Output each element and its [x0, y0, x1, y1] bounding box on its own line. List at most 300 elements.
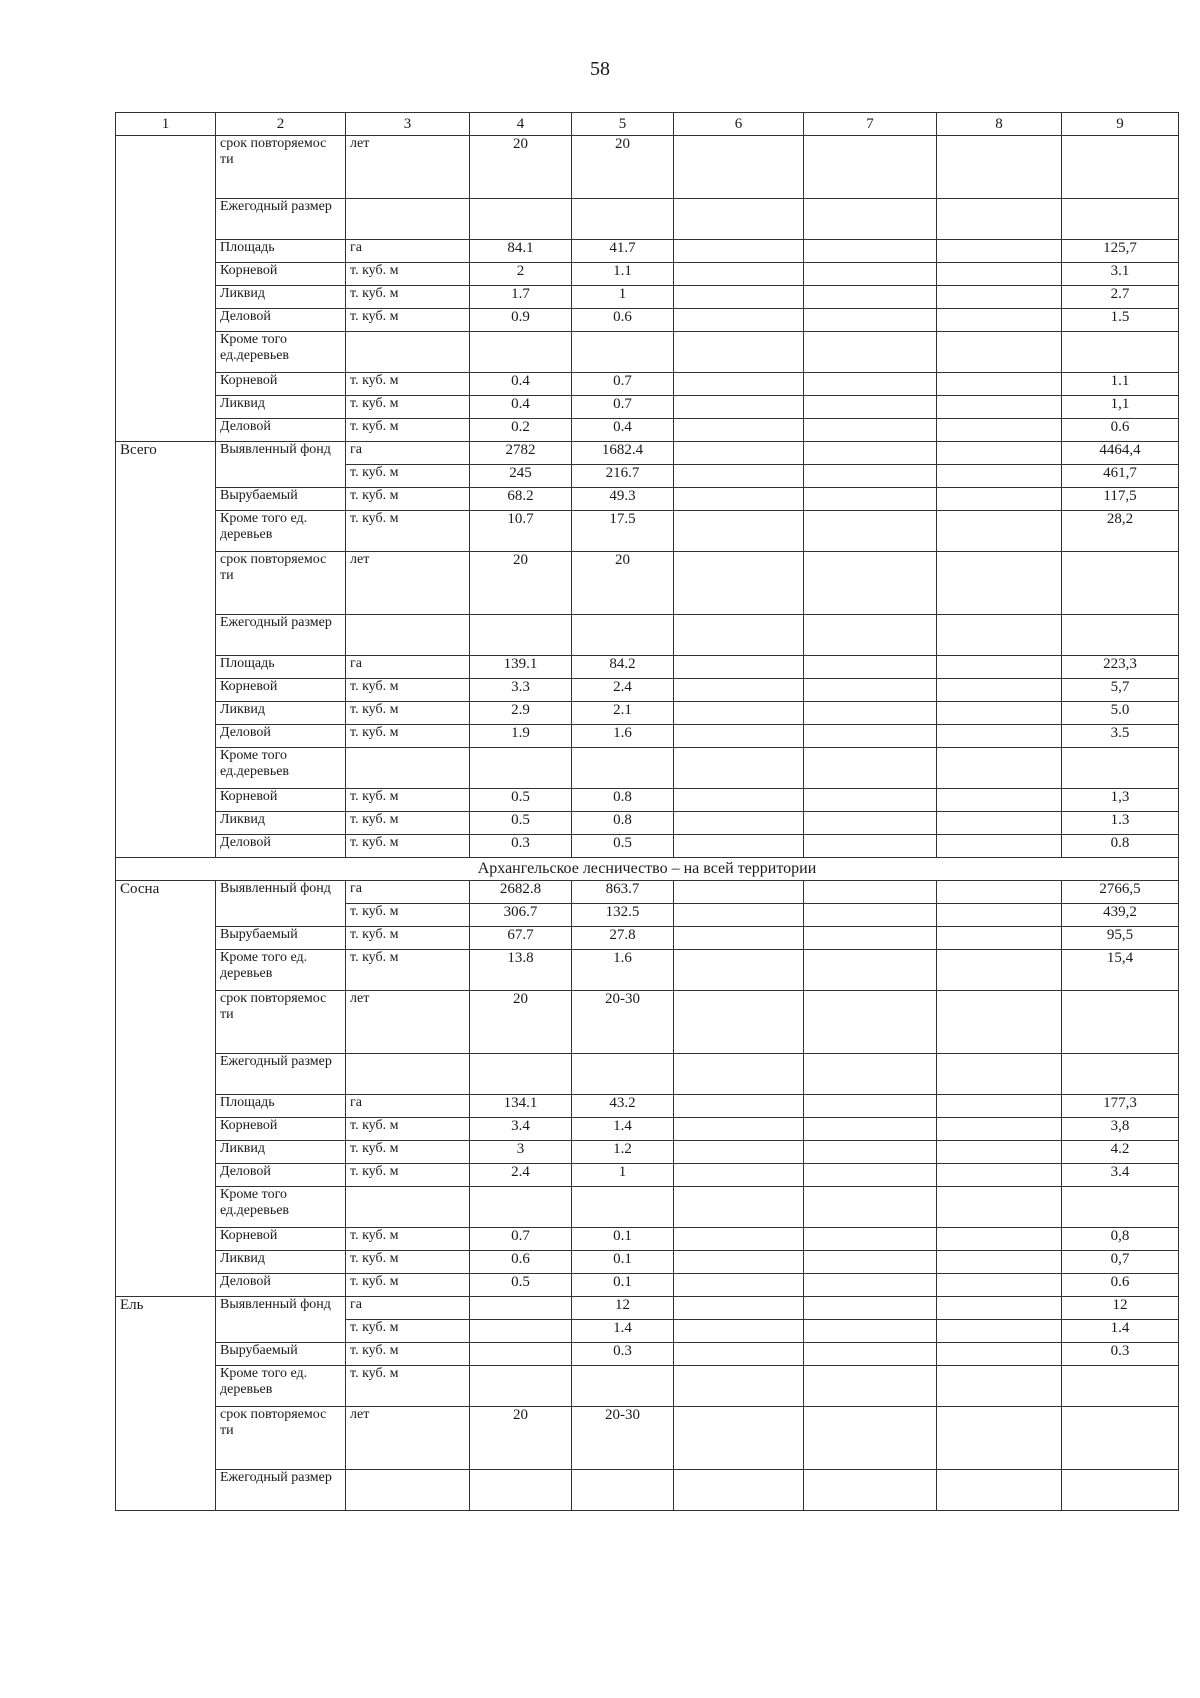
- value-cell-c4: 2782: [470, 442, 572, 465]
- value-cell-c6: [674, 1164, 804, 1187]
- value-cell-c9: 12: [1062, 1297, 1179, 1320]
- value-cell-c7: [804, 725, 937, 748]
- value-cell-c6: [674, 240, 804, 263]
- value-cell-c8: [937, 465, 1062, 488]
- value-cell-c6: [674, 1187, 804, 1228]
- value-cell-c4: 3: [470, 1141, 572, 1164]
- unit-cell: га: [346, 1095, 470, 1118]
- value-cell-c8: [937, 136, 1062, 199]
- value-cell-c7: [804, 511, 937, 552]
- value-cell-c8: [937, 1187, 1062, 1228]
- value-cell-c6: [674, 552, 804, 615]
- column-header: 9: [1062, 113, 1179, 136]
- table-row: [116, 927, 1179, 950]
- indicator-label-cell: Площадь: [216, 240, 346, 263]
- value-cell-c9: 95,5: [1062, 927, 1179, 950]
- table-row: [116, 373, 1179, 396]
- value-cell-c6: [674, 725, 804, 748]
- indicator-label-cell: Ликвид: [216, 1251, 346, 1274]
- value-cell-c4: 10.7: [470, 511, 572, 552]
- value-cell-c8: [937, 1366, 1062, 1407]
- value-cell-c4: 2: [470, 263, 572, 286]
- indicator-label-cell: Ликвид: [216, 1141, 346, 1164]
- indicator-label-cell: Кроме того ед. деревьев: [216, 1366, 346, 1407]
- value-cell-c5: 20-30: [572, 991, 674, 1054]
- value-cell-c4: 0.3: [470, 835, 572, 858]
- value-cell-c9: 3,8: [1062, 1118, 1179, 1141]
- value-cell-c9: 0,8: [1062, 1228, 1179, 1251]
- value-cell-c5: 20-30: [572, 1407, 674, 1470]
- unit-cell: [346, 1054, 470, 1095]
- value-cell-c7: [804, 1470, 937, 1511]
- indicator-label-cell: Деловой: [216, 419, 346, 442]
- table-row: [116, 1343, 1179, 1366]
- value-cell-c5: [572, 199, 674, 240]
- table-row: [116, 1470, 1179, 1511]
- value-cell-c8: [937, 881, 1062, 904]
- value-cell-c7: [804, 927, 937, 950]
- value-cell-c6: [674, 1095, 804, 1118]
- value-cell-c7: [804, 199, 937, 240]
- value-cell-c4: 20: [470, 1407, 572, 1470]
- indicator-label-cell: Ежегодный размер: [216, 1470, 346, 1511]
- indicator-label-cell: срок повторяемос ти: [216, 991, 346, 1054]
- value-cell-c5: 0.3: [572, 1343, 674, 1366]
- value-cell-c5: 0.1: [572, 1228, 674, 1251]
- value-cell-c9: 1,3: [1062, 789, 1179, 812]
- species-group-cell: Всего: [116, 442, 216, 858]
- value-cell-c9: 117,5: [1062, 488, 1179, 511]
- value-cell-c8: [937, 488, 1062, 511]
- value-cell-c7: [804, 465, 937, 488]
- value-cell-c7: [804, 615, 937, 656]
- indicator-label-cell: срок повторяемос ти: [216, 552, 346, 615]
- table-row: [116, 991, 1179, 1054]
- value-cell-c5: 1.4: [572, 1320, 674, 1343]
- value-cell-c8: [937, 1054, 1062, 1095]
- value-cell-c9: 3.4: [1062, 1164, 1179, 1187]
- value-cell-c9: 28,2: [1062, 511, 1179, 552]
- value-cell-c4: [470, 748, 572, 789]
- unit-cell: т. куб. м: [346, 927, 470, 950]
- value-cell-c5: 27.8: [572, 927, 674, 950]
- value-cell-c8: [937, 725, 1062, 748]
- table-row: [116, 881, 1179, 904]
- value-cell-c7: [804, 263, 937, 286]
- indicator-label-cell: Кроме того ед.деревьев: [216, 332, 346, 373]
- section-title: Архангельское лесничество – на всей территории: [116, 858, 1179, 881]
- indicator-label-cell: Выявленный фонд: [216, 442, 346, 488]
- value-cell-c4: 0.6: [470, 1251, 572, 1274]
- value-cell-c6: [674, 199, 804, 240]
- value-cell-c6: [674, 702, 804, 725]
- value-cell-c9: [1062, 332, 1179, 373]
- value-cell-c4: [470, 332, 572, 373]
- unit-cell: т. куб. м: [346, 488, 470, 511]
- value-cell-c4: 0.2: [470, 419, 572, 442]
- value-cell-c8: [937, 1470, 1062, 1511]
- value-cell-c4: 0.5: [470, 812, 572, 835]
- value-cell-c8: [937, 552, 1062, 615]
- value-cell-c9: 461,7: [1062, 465, 1179, 488]
- table-row: [116, 332, 1179, 373]
- value-cell-c7: [804, 812, 937, 835]
- value-cell-c5: 0.7: [572, 373, 674, 396]
- value-cell-c9: 2.7: [1062, 286, 1179, 309]
- value-cell-c8: [937, 904, 1062, 927]
- value-cell-c5: 0.7: [572, 396, 674, 419]
- value-cell-c6: [674, 1407, 804, 1470]
- species-group-cell: [116, 136, 216, 442]
- value-cell-c8: [937, 1164, 1062, 1187]
- value-cell-c7: [804, 332, 937, 373]
- table-row: [116, 1228, 1179, 1251]
- value-cell-c5: 0.5: [572, 835, 674, 858]
- value-cell-c8: [937, 1141, 1062, 1164]
- value-cell-c5: 84.2: [572, 656, 674, 679]
- value-cell-c5: 1.6: [572, 725, 674, 748]
- value-cell-c4: 139.1: [470, 656, 572, 679]
- column-header: 4: [470, 113, 572, 136]
- value-cell-c8: [937, 927, 1062, 950]
- value-cell-c7: [804, 1366, 937, 1407]
- species-group-cell: Сосна: [116, 881, 216, 1297]
- value-cell-c7: [804, 373, 937, 396]
- value-cell-c9: 1,1: [1062, 396, 1179, 419]
- indicator-label-cell: Корневой: [216, 263, 346, 286]
- value-cell-c7: [804, 950, 937, 991]
- indicator-label-cell: Выявленный фонд: [216, 1297, 346, 1343]
- value-cell-c7: [804, 748, 937, 789]
- value-cell-c5: [572, 332, 674, 373]
- table-row: [116, 679, 1179, 702]
- value-cell-c4: 134.1: [470, 1095, 572, 1118]
- column-header: 7: [804, 113, 937, 136]
- unit-cell: [346, 748, 470, 789]
- indicator-label-cell: Ежегодный размер: [216, 199, 346, 240]
- value-cell-c8: [937, 1407, 1062, 1470]
- table-row: [116, 1297, 1179, 1320]
- value-cell-c6: [674, 656, 804, 679]
- value-cell-c8: [937, 1095, 1062, 1118]
- unit-cell: лет: [346, 552, 470, 615]
- value-cell-c9: 0.8: [1062, 835, 1179, 858]
- value-cell-c6: [674, 1118, 804, 1141]
- value-cell-c9: 3.1: [1062, 263, 1179, 286]
- unit-cell: т. куб. м: [346, 1343, 470, 1366]
- table-row: [116, 656, 1179, 679]
- value-cell-c6: [674, 950, 804, 991]
- unit-cell: т. куб. м: [346, 950, 470, 991]
- value-cell-c4: 3.4: [470, 1118, 572, 1141]
- value-cell-c7: [804, 904, 937, 927]
- value-cell-c7: [804, 1320, 937, 1343]
- value-cell-c4: 20: [470, 552, 572, 615]
- value-cell-c7: [804, 1343, 937, 1366]
- value-cell-c8: [937, 240, 1062, 263]
- value-cell-c7: [804, 881, 937, 904]
- value-cell-c7: [804, 1274, 937, 1297]
- unit-cell: т. куб. м: [346, 419, 470, 442]
- unit-cell: [346, 199, 470, 240]
- value-cell-c5: 0.1: [572, 1251, 674, 1274]
- unit-cell: т. куб. м: [346, 702, 470, 725]
- value-cell-c7: [804, 1297, 937, 1320]
- value-cell-c9: 439,2: [1062, 904, 1179, 927]
- unit-cell: лет: [346, 1407, 470, 1470]
- value-cell-c4: 0.5: [470, 789, 572, 812]
- value-cell-c5: 863.7: [572, 881, 674, 904]
- indicator-label-cell: Ликвид: [216, 286, 346, 309]
- table-row: [116, 835, 1179, 858]
- table-row: [116, 1054, 1179, 1095]
- value-cell-c7: [804, 835, 937, 858]
- value-cell-c5: [572, 1054, 674, 1095]
- value-cell-c9: 1.1: [1062, 373, 1179, 396]
- unit-cell: т. куб. м: [346, 904, 470, 927]
- table-row: [116, 136, 1179, 199]
- table-row: [116, 552, 1179, 615]
- table-row: [116, 511, 1179, 552]
- indicator-label-cell: Корневой: [216, 789, 346, 812]
- value-cell-c5: 41.7: [572, 240, 674, 263]
- indicator-label-cell: Деловой: [216, 1274, 346, 1297]
- value-cell-c6: [674, 904, 804, 927]
- table-row: [116, 1164, 1179, 1187]
- value-cell-c4: 0.4: [470, 396, 572, 419]
- value-cell-c5: 1.2: [572, 1141, 674, 1164]
- indicator-label-cell: Ликвид: [216, 812, 346, 835]
- value-cell-c7: [804, 1054, 937, 1095]
- value-cell-c9: 0.3: [1062, 1343, 1179, 1366]
- value-cell-c4: 67.7: [470, 927, 572, 950]
- value-cell-c8: [937, 1118, 1062, 1141]
- value-cell-c8: [937, 656, 1062, 679]
- value-cell-c8: [937, 396, 1062, 419]
- table-body: [116, 136, 1179, 1511]
- unit-cell: [346, 332, 470, 373]
- indicator-label-cell: Корневой: [216, 679, 346, 702]
- value-cell-c8: [937, 373, 1062, 396]
- value-cell-c6: [674, 511, 804, 552]
- species-group-cell: Ель: [116, 1297, 216, 1511]
- value-cell-c5: 20: [572, 136, 674, 199]
- value-cell-c9: [1062, 991, 1179, 1054]
- indicator-label-cell: Вырубаемый: [216, 488, 346, 511]
- value-cell-c5: 0.8: [572, 789, 674, 812]
- column-number-header-row: [116, 113, 1179, 136]
- value-cell-c4: 245: [470, 465, 572, 488]
- value-cell-c7: [804, 419, 937, 442]
- value-cell-c8: [937, 199, 1062, 240]
- unit-cell: т. куб. м: [346, 835, 470, 858]
- value-cell-c9: 1.5: [1062, 309, 1179, 332]
- table-row: [116, 1141, 1179, 1164]
- value-cell-c9: [1062, 1187, 1179, 1228]
- indicator-label-cell: Кроме того ед. деревьев: [216, 950, 346, 991]
- unit-cell: т. куб. м: [346, 1274, 470, 1297]
- indicator-label-cell: Корневой: [216, 1118, 346, 1141]
- value-cell-c4: 2.9: [470, 702, 572, 725]
- value-cell-c7: [804, 442, 937, 465]
- value-cell-c6: [674, 1228, 804, 1251]
- unit-cell: т. куб. м: [346, 1141, 470, 1164]
- value-cell-c8: [937, 991, 1062, 1054]
- unit-cell: т. куб. м: [346, 309, 470, 332]
- unit-cell: т. куб. м: [346, 373, 470, 396]
- value-cell-c4: 84.1: [470, 240, 572, 263]
- value-cell-c6: [674, 396, 804, 419]
- unit-cell: [346, 1187, 470, 1228]
- value-cell-c4: 1.7: [470, 286, 572, 309]
- value-cell-c5: 1.6: [572, 950, 674, 991]
- value-cell-c9: 2766,5: [1062, 881, 1179, 904]
- value-cell-c9: 0.6: [1062, 419, 1179, 442]
- column-header: 8: [937, 113, 1062, 136]
- value-cell-c4: 0.4: [470, 373, 572, 396]
- value-cell-c9: 223,3: [1062, 656, 1179, 679]
- value-cell-c5: 1.1: [572, 263, 674, 286]
- value-cell-c9: [1062, 615, 1179, 656]
- unit-cell: лет: [346, 136, 470, 199]
- value-cell-c5: 1: [572, 286, 674, 309]
- value-cell-c5: 1: [572, 1164, 674, 1187]
- value-cell-c9: 177,3: [1062, 1095, 1179, 1118]
- value-cell-c6: [674, 465, 804, 488]
- value-cell-c7: [804, 136, 937, 199]
- value-cell-c6: [674, 309, 804, 332]
- value-cell-c4: [470, 615, 572, 656]
- indicator-label-cell: Ежегодный размер: [216, 1054, 346, 1095]
- unit-cell: т. куб. м: [346, 725, 470, 748]
- value-cell-c6: [674, 1343, 804, 1366]
- table-row: [116, 263, 1179, 286]
- table-row: [116, 1366, 1179, 1407]
- value-cell-c8: [937, 748, 1062, 789]
- unit-cell: т. куб. м: [346, 1251, 470, 1274]
- indicator-label-cell: Кроме того ед.деревьев: [216, 1187, 346, 1228]
- value-cell-c6: [674, 419, 804, 442]
- value-cell-c9: 125,7: [1062, 240, 1179, 263]
- unit-cell: т. куб. м: [346, 679, 470, 702]
- value-cell-c8: [937, 286, 1062, 309]
- value-cell-c6: [674, 263, 804, 286]
- unit-cell: т. куб. м: [346, 465, 470, 488]
- table-row: [116, 1118, 1179, 1141]
- column-header: 1: [116, 113, 216, 136]
- section-title-row: [116, 858, 1179, 881]
- table-row: [116, 725, 1179, 748]
- value-cell-c4: [470, 1054, 572, 1095]
- value-cell-c7: [804, 702, 937, 725]
- value-cell-c7: [804, 656, 937, 679]
- value-cell-c5: 17.5: [572, 511, 674, 552]
- indicator-label-cell: Ликвид: [216, 396, 346, 419]
- value-cell-c9: 5,7: [1062, 679, 1179, 702]
- value-cell-c6: [674, 881, 804, 904]
- value-cell-c6: [674, 991, 804, 1054]
- value-cell-c8: [937, 1274, 1062, 1297]
- indicator-label-cell: Ликвид: [216, 702, 346, 725]
- value-cell-c6: [674, 1274, 804, 1297]
- value-cell-c6: [674, 789, 804, 812]
- unit-cell: т. куб. м: [346, 396, 470, 419]
- unit-cell: га: [346, 656, 470, 679]
- value-cell-c6: [674, 373, 804, 396]
- value-cell-c7: [804, 552, 937, 615]
- value-cell-c9: [1062, 748, 1179, 789]
- value-cell-c5: [572, 615, 674, 656]
- value-cell-c7: [804, 1095, 937, 1118]
- value-cell-c4: [470, 1187, 572, 1228]
- indicator-label-cell: Корневой: [216, 373, 346, 396]
- value-cell-c5: 2.1: [572, 702, 674, 725]
- indicator-label-cell: Корневой: [216, 1228, 346, 1251]
- table-row: [116, 1095, 1179, 1118]
- value-cell-c7: [804, 1141, 937, 1164]
- value-cell-c4: 13.8: [470, 950, 572, 991]
- value-cell-c8: [937, 1297, 1062, 1320]
- table-row: [116, 789, 1179, 812]
- value-cell-c8: [937, 419, 1062, 442]
- value-cell-c4: 0.5: [470, 1274, 572, 1297]
- value-cell-c8: [937, 950, 1062, 991]
- value-cell-c9: [1062, 1366, 1179, 1407]
- value-cell-c9: [1062, 1407, 1179, 1470]
- value-cell-c6: [674, 332, 804, 373]
- value-cell-c9: 0.6: [1062, 1274, 1179, 1297]
- indicator-label-cell: Вырубаемый: [216, 927, 346, 950]
- indicator-label-cell: Площадь: [216, 656, 346, 679]
- table-row: [116, 615, 1179, 656]
- value-cell-c9: 4464,4: [1062, 442, 1179, 465]
- value-cell-c7: [804, 1251, 937, 1274]
- table-row: [116, 240, 1179, 263]
- unit-cell: т. куб. м: [346, 812, 470, 835]
- value-cell-c8: [937, 812, 1062, 835]
- value-cell-c4: [470, 1366, 572, 1407]
- value-cell-c9: 1.4: [1062, 1320, 1179, 1343]
- value-cell-c8: [937, 679, 1062, 702]
- value-cell-c7: [804, 679, 937, 702]
- unit-cell: т. куб. м: [346, 263, 470, 286]
- value-cell-c9: [1062, 1054, 1179, 1095]
- value-cell-c8: [937, 263, 1062, 286]
- value-cell-c4: [470, 1297, 572, 1320]
- value-cell-c6: [674, 1054, 804, 1095]
- value-cell-c7: [804, 991, 937, 1054]
- value-cell-c5: 216.7: [572, 465, 674, 488]
- value-cell-c4: 2.4: [470, 1164, 572, 1187]
- indicator-label-cell: Кроме того ед.деревьев: [216, 748, 346, 789]
- value-cell-c6: [674, 615, 804, 656]
- value-cell-c5: [572, 748, 674, 789]
- table-row: [116, 812, 1179, 835]
- column-header: 3: [346, 113, 470, 136]
- value-cell-c7: [804, 1187, 937, 1228]
- table-row: [116, 396, 1179, 419]
- value-cell-c6: [674, 927, 804, 950]
- unit-cell: т. куб. м: [346, 1118, 470, 1141]
- value-cell-c4: [470, 1320, 572, 1343]
- value-cell-c6: [674, 136, 804, 199]
- unit-cell: т. куб. м: [346, 1320, 470, 1343]
- value-cell-c8: [937, 702, 1062, 725]
- value-cell-c9: [1062, 1470, 1179, 1511]
- column-header: 6: [674, 113, 804, 136]
- table-row: [116, 419, 1179, 442]
- value-cell-c5: 0.8: [572, 812, 674, 835]
